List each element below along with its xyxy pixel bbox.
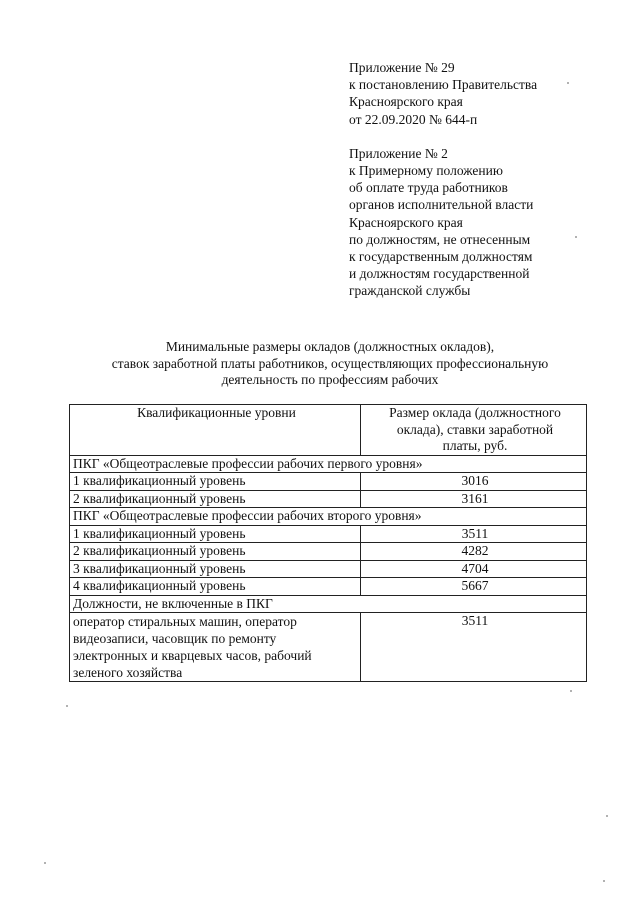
positions-cell: [70, 613, 361, 682]
positions-line: видеозаписи, часовщик по ремонту: [73, 631, 277, 646]
annex-line: к Примерному положению: [349, 163, 503, 179]
table-row: [70, 613, 587, 682]
positions-line: электронных и кварцевых часов, рабочий: [73, 648, 312, 663]
header-salary-line: Размер оклада (должностного: [389, 405, 561, 420]
group-title: ПКГ «Общеотраслевые профессии рабочих первого уровня»: [70, 455, 587, 473]
annex-line: Красноярского края: [349, 94, 463, 110]
annex-line: Красноярского края: [349, 214, 463, 230]
group-title: Должности, не включенные в ПКГ: [70, 595, 587, 613]
title-line: деятельность по профессиям рабочих: [221, 372, 439, 387]
table-row: [70, 490, 587, 508]
scan-speck: [603, 880, 605, 882]
header-qualification-levels: Квалификационные уровни: [70, 405, 361, 456]
annex-line: к постановлению Правительства: [349, 77, 538, 93]
annex-line: Приложение № 2: [349, 145, 448, 161]
salary-cell: 4282: [361, 543, 587, 561]
annex-line: Приложение № 29: [349, 60, 455, 75]
header-salary-line: оклада), ставки заработной: [396, 421, 554, 437]
table-row: [70, 578, 587, 596]
annex-header: [349, 59, 609, 300]
annex-line: от 22.09.2020 № 644-п: [349, 111, 478, 127]
group-row-first-level: [70, 455, 587, 473]
annex-line: об оплате труда работников: [349, 180, 508, 196]
positions-line: оператор стиральных машин, оператор: [73, 614, 297, 629]
table-row: [70, 525, 587, 543]
scan-speck: [567, 82, 569, 84]
annex-block-resolution: [349, 59, 609, 128]
salary-table: [69, 404, 587, 682]
level-cell: 1 квалификационный уровень: [70, 525, 361, 543]
header-salary-size: [361, 405, 587, 456]
table-header-row: [70, 405, 587, 456]
table-row: [70, 560, 587, 578]
table-row: [70, 543, 587, 561]
scan-speck: [570, 690, 572, 692]
scan-speck: [44, 862, 46, 864]
group-row-second-level: [70, 508, 587, 526]
annex-line: гражданской службы: [349, 283, 471, 299]
scan-speck: [575, 236, 577, 238]
level-cell: 3 квалификационный уровень: [70, 560, 361, 578]
salary-cell: 5667: [361, 578, 587, 596]
annex-line: органов исполнительной власти: [349, 197, 534, 213]
scan-speck: [66, 705, 68, 707]
table-row: [70, 473, 587, 491]
salary-cell: 4704: [361, 560, 587, 578]
salary-cell: 3511: [361, 525, 587, 543]
scan-speck: [606, 815, 608, 817]
positions-line: зеленого хозяйства: [73, 665, 183, 680]
annex-block-regulation: [349, 145, 609, 300]
group-title: ПКГ «Общеотраслевые профессии рабочих второго уровня»: [70, 508, 587, 526]
level-cell: 1 квалификационный уровень: [70, 473, 361, 491]
salary-cell: 3016: [361, 473, 587, 491]
salary-cell: 3161: [361, 490, 587, 508]
annex-line: и должностям государственной: [349, 266, 530, 282]
level-cell: 2 квалификационный уровень: [70, 490, 361, 508]
annex-line: к государственным должностям: [349, 249, 533, 265]
salary-cell: 3511: [361, 613, 587, 682]
level-cell: 4 квалификационный уровень: [70, 578, 361, 596]
group-row-not-in-pkg: [70, 595, 587, 613]
annex-line: по должностям, не отнесенным: [349, 231, 531, 247]
title-line: ставок заработной платы работников, осуществляющих профессиональную: [111, 355, 549, 371]
header-salary-line: платы, руб.: [442, 438, 508, 453]
level-cell: 2 квалификационный уровень: [70, 543, 361, 561]
title-line: Минимальные размеры окладов (должностных окладов),: [165, 339, 495, 354]
document-title: [60, 339, 600, 389]
